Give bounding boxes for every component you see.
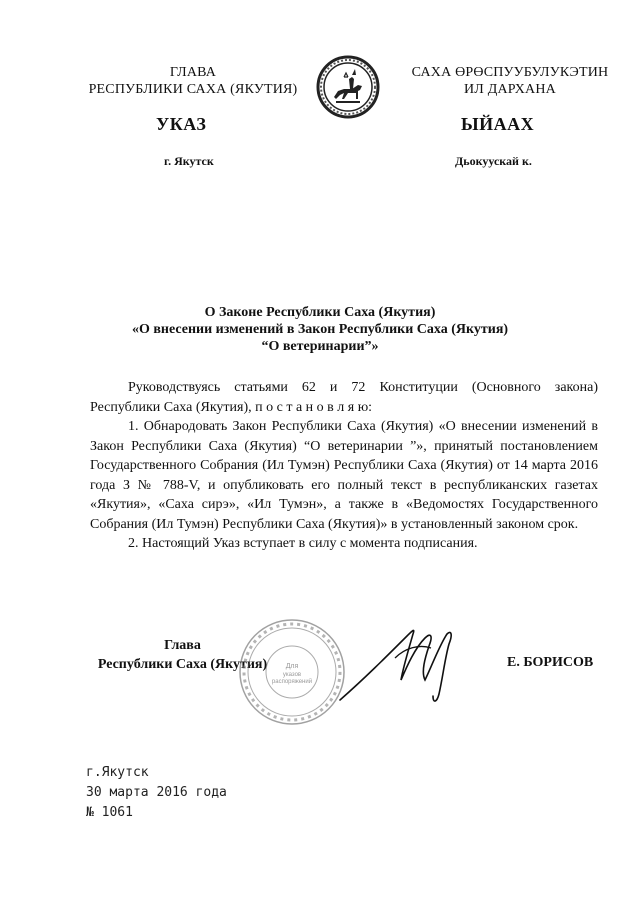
decree-title-right: ЫЙААХ xyxy=(461,114,535,134)
svg-text:распоряжений: распоряжений xyxy=(271,679,313,685)
subject-line3: “О ветеринарии”» xyxy=(261,339,379,354)
header-left-line1: ГЛАВА xyxy=(169,65,217,80)
header-right-line2: ИЛ ДАРХАНА xyxy=(463,82,556,97)
decree-footer xyxy=(86,763,227,823)
signatory-name: Е. БОРИСОВ xyxy=(507,655,594,670)
footer-date: 30 марта 2016 года xyxy=(86,785,227,800)
official-stamp xyxy=(236,616,348,728)
svg-text:указов: указов xyxy=(282,672,302,678)
decree-subject xyxy=(90,304,550,355)
sakha-coat-of-arms-icon xyxy=(316,55,380,119)
handwritten-signature xyxy=(335,618,485,708)
decree-title-left: УКАЗ xyxy=(156,114,207,134)
body-item-2: 2. Настоящий Указ вступает в силу с момента подписания. xyxy=(128,536,478,551)
signatory-title-line2: Республики Саха (Якутия) xyxy=(97,657,268,672)
body-item-1: 1. Обнародовать Закон Республики Саха (Якутия) «О внесении изменений в Закон Республики Саха (Якутия) “О ветеринарии ”», принятый постановлением Государственного Собрания (Ил Тумэн) Республики Саха (Якутия) от 14 марта 2016 года З № 788-V, и опубликовать его полный текст в республиканских газетах «Якутия», «Саха сирэ», «Ил Тумэн», а также в «Ведомостях Государственного Собрания (Ил Тумэн) Республики Саха (Якутия)» в установленный законом срок. xyxy=(90,419,598,532)
header-right-line1: САХА ӨРӨСПУУБУЛУКЭТИН xyxy=(411,65,609,80)
city-right: Дьокуускай к. xyxy=(455,154,532,168)
signatory-title-line1: Глава xyxy=(164,638,201,653)
footer-city: г.Якутск xyxy=(86,765,149,780)
subject-line2: «О внесении изменений в Закон Республики Саха (Якутия) xyxy=(131,322,509,337)
decree-body xyxy=(90,378,598,554)
header-right xyxy=(390,64,630,98)
svg-text:Для: Для xyxy=(285,663,299,670)
body-intro: Руководствуясь статьями 62 и 72 Конституции (Основного закона) Республики Саха (Якутия), п о с т а н о в л я ю: xyxy=(90,380,598,415)
city-left: г. Якутск xyxy=(164,154,214,168)
subject-line1: О Законе Республики Саха (Якутия) xyxy=(204,305,436,320)
footer-number: № 1061 xyxy=(86,805,133,820)
header-left-line2: РЕСПУБЛИКИ САХА (ЯКУТИЯ) xyxy=(88,82,298,97)
header-left xyxy=(78,64,308,98)
